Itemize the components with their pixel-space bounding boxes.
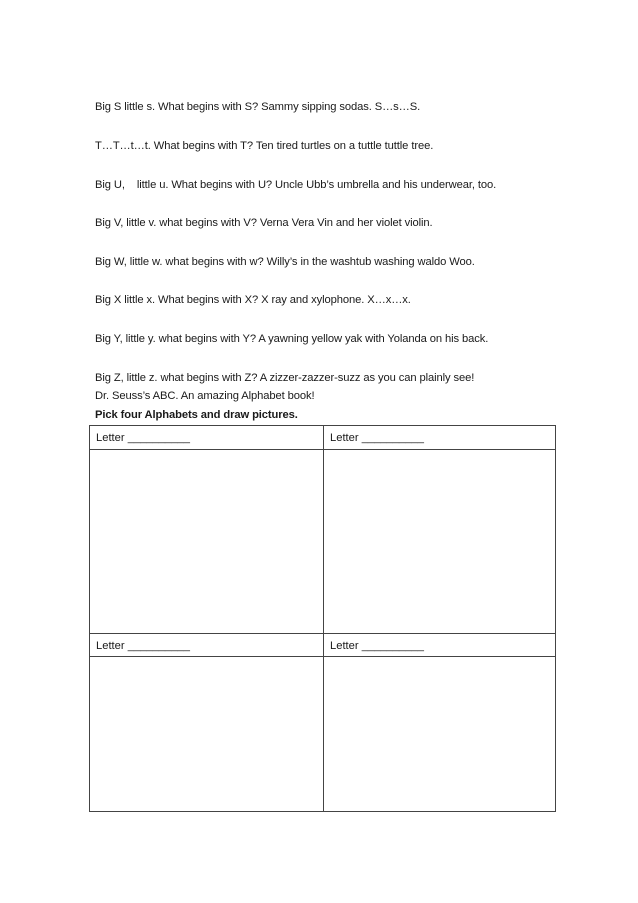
letter-label-cell: Letter __________ bbox=[330, 432, 424, 444]
text-line-w: Big W, little w. what begins with w? Willy’s in the washtub washing waldo Woo. bbox=[95, 256, 475, 268]
drawing-area[interactable] bbox=[90, 450, 323, 633]
text-line-u: Big U, little u. What begins with U? Uncle Ubb’s umbrella and his underwear, too. bbox=[95, 179, 497, 191]
text-line-t: T…T…t…t. What begins with T? Ten tired turtles on a tuttle tuttle tree. bbox=[95, 140, 434, 152]
instruction-text: Pick four Alphabets and draw pictures. bbox=[95, 409, 298, 421]
text-line-v: Big V, little v. what begins with V? Verna Vera Vin and her violet violin. bbox=[95, 217, 433, 229]
text-line-y: Big Y, little y. what begins with Y? A yawning yellow yak with Yolanda on his back. bbox=[95, 333, 489, 345]
text-line-s: Big S little s. What begins with S? Sammy sipping sodas. S…s…S. bbox=[95, 101, 421, 113]
drawing-table bbox=[89, 425, 556, 812]
drawing-area[interactable] bbox=[90, 657, 323, 811]
drawing-area[interactable] bbox=[324, 450, 556, 633]
letter-label-cell: Letter __________ bbox=[330, 640, 424, 652]
drawing-area[interactable] bbox=[324, 657, 556, 811]
text-line-book: Dr. Seuss’s ABC. An amazing Alphabet book! bbox=[95, 390, 315, 402]
text-line-x: Big X little x. What begins with X? X ray and xylophone. X…x…x. bbox=[95, 294, 411, 306]
letter-label-cell: Letter __________ bbox=[96, 432, 190, 444]
text-line-z: Big Z, little z. what begins with Z? A zizzer-zazzer-suzz as you can plainly see! bbox=[95, 372, 475, 384]
letter-label-cell: Letter __________ bbox=[96, 640, 190, 652]
